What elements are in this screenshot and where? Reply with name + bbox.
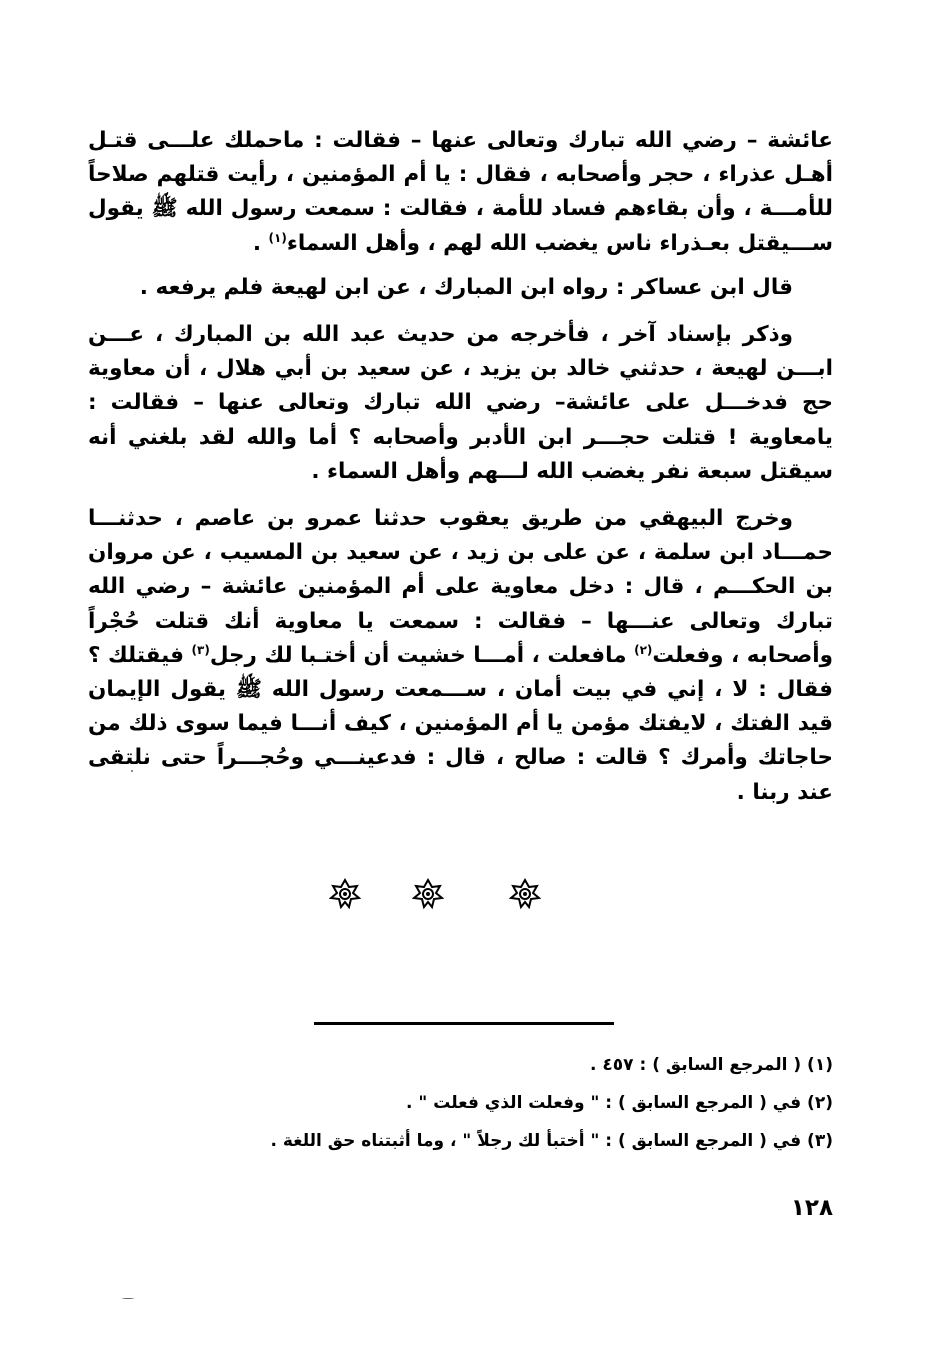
flower-ornament-icon (509, 878, 541, 910)
footnote-ref-3[interactable]: (٣) (191, 642, 210, 657)
footnote-ref-2[interactable]: (٢) (634, 642, 653, 657)
footnote-ref-1[interactable]: (١) (268, 230, 287, 245)
footnote-3: (٣) في ( المرجع السابق ) : " أختبأ لك رجلاً " ، وما أثبتناه حق اللغة . (270, 1131, 833, 1151)
scan-speck (122, 1298, 134, 1299)
paragraph-4-text: وخرج البيهقي من طريق يعقوب حدثنا عمرو بن عاصم ، حدثنـــا حمـــاد ابن سلمة ، عن على بن زيد ، عن سعيد بن المسيب ، عن مروان بن الحكـــم ، قال : دخل معاوية على أم المؤمنين عائشة – رضي الله تبارك وتعالى عنـــها – فقالت : سمعت يا معاوية أنك قتلت حُجْراً وأصحابه ، وفعلت (88, 506, 833, 668)
paragraph-1 (88, 124, 833, 261)
paragraph-3 (88, 318, 833, 489)
paragraph-3-text: وذكر بإسناد آخر ، فأخرجه من حديث عبد الله بن المبارك ، عـــن ابـــن لهيعة ، حدثني خالد بن يزيد ، عن سعيد بن أبي هلال ، أن معاوية حج فدخـــل على عائشة– رضي الله تبارك وتعالى عنها – فقالت : يامعاوية ! قتلت حجـــر ابن الأدبر وأصحابه ؟ أما والله لقد بلغني أنه سيقتل سبعة نفر يغضب الله لـــهم وأهل السماء . (88, 322, 833, 484)
paragraph-4-end: فيقتلك ؟ فقال : لا ، إني في بيت أمان ، ســـمعت رسول الله ﷺ يقول الإيمان قيد الفتك ، لايفتك مؤمن يا أم المؤمنين ، كيف أنـــا فيما سوى ذلك من حاجاتك وأمرك ؟ قالت : صالح ، قال : فدعينـــي وحُجـــراً حتى نلتقى عند ربنا . (88, 642, 833, 805)
paragraph-1-end: . (252, 230, 269, 256)
footnote-1: (١) ( المرجع السابق ) : ٤٥٧ . (590, 1055, 833, 1075)
paragraph-4 (88, 502, 833, 810)
paragraph-1-text: عائشة – رضي الله تبارك وتعالى عنها – فقالت : ماحملك علـــى قتـل أهـل عذراء ، حجر وأصحابه ، فقال : يا أم المؤمنين ، رأيت قتلهم صلاحاً للأمـــة ، وأن بقاءهم فساد للأمة ، فقالت : سمعت رسول الله ﷺ يقول ســـيقتل بعـذراء ناس يغضب الله لهم ، وأهل السماء (88, 128, 833, 256)
flower-ornament-icon (412, 878, 444, 910)
footnote-divider (314, 1022, 614, 1025)
paragraph-4-middle: مافعلت ، أمـــا خشيت أن أختـبا لك رجل (209, 642, 635, 668)
footnote-2: (٢) في ( المرجع السابق ) : " وفعلت الذي فعلت " . (406, 1093, 833, 1113)
flower-ornament-icon (329, 878, 361, 910)
page-number: ١٢٨ (790, 1195, 833, 1221)
section-divider (0, 878, 945, 918)
scan-speck (131, 770, 133, 772)
footnotes (100, 1046, 833, 1160)
paragraph-2 (88, 271, 833, 305)
paragraph-2-text: قال ابن عساكر : رواه ابن المبارك ، عن ابن لهيعة فلم يرفعه . (139, 275, 793, 300)
